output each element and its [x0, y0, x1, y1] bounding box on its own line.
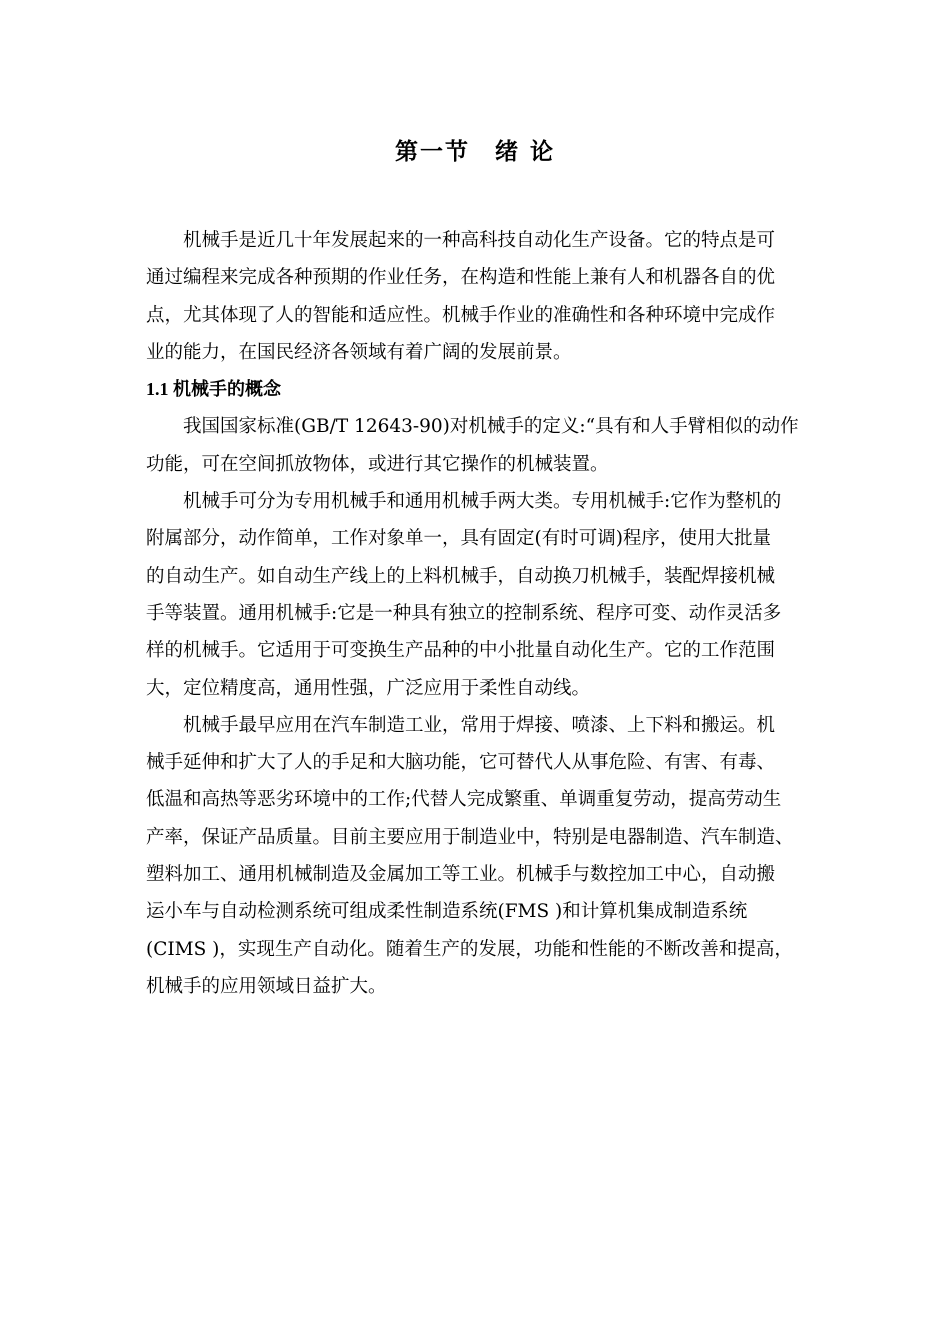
text-line: 手等装置。通用机械手:它是一种具有独立的控制系统、程序可变、动作灵活多: [146, 602, 782, 624]
text-line: 运小车与自动检测系统可组成柔性制造系统(FMS )和计算机集成制造系统: [146, 901, 748, 923]
text-line: 我国国家标准(GB/T 12643-90)对机械手的定义:“具有和人手臂相似的动作: [183, 416, 799, 438]
text-line: 塑料加工、通用机械制造及金属加工等工业。机械手与数控加工中心，自动搬: [146, 864, 776, 886]
text-line: 产率，保证产品质量。目前主要应用于制造业中，特别是电器制造、汽车制造、: [146, 826, 794, 848]
text-line: 机械手最早应用在汽车制造工业，常用于焊接、喷漆、上下料和搬运。机: [183, 714, 776, 736]
text-line: 低温和高热等恶劣环境中的工作;代替人完成繁重、单调重复劳动，提高劳动生: [146, 789, 782, 811]
text-line: 通过编程来完成各种预期的作业任务，在构造和性能上兼有人和机器各自的优: [146, 267, 776, 289]
text-line: 样的机械手。它适用于可变换生产品种的中小批量自动化生产。它的工作范围: [146, 640, 776, 662]
text-line: 的自动生产。如自动生产线上的上料机械手，自动换刀机械手，装配焊接机械: [146, 565, 776, 587]
text-line: 机械手的应用领域日益扩大。: [146, 975, 387, 997]
text-line: (CIMS )，实现生产自动化。随着生产的发展，功能和性能的不断改善和提高，: [146, 938, 793, 960]
text-line: 机械手是近几十年发展起来的一种高科技自动化生产设备。它的特点是可: [183, 230, 776, 251]
text-line: 大，定位精度高，通用性强，广泛应用于柔性自动线。: [146, 677, 591, 699]
text-line: 机械手可分为专用机械手和通用机械手两大类。专用机械手:它作为整机的: [183, 491, 782, 513]
text-line: 附属部分，动作简单，工作对象单一，具有固定(有时可调)程序，使用大批量: [146, 528, 771, 550]
text-line: 点，尤其体现了人的智能和适应性。机械手作业的准确性和各种环境中完成作: [146, 304, 776, 326]
body-text: [146, 222, 814, 1005]
page-title: 第一节 绪 论: [394, 138, 555, 165]
text-line: 业的能力，在国民经济各领域有着广阔的发展前景。: [146, 341, 572, 363]
text-line: 械手延伸和扩大了人的手足和大脑功能，它可替代人从事危险、有害、有毒、: [146, 752, 776, 774]
section-heading: 1.1 机械手的概念: [146, 379, 281, 400]
text-line: 功能，可在空间抓放物体，或进行其它操作的机械装置。: [146, 453, 609, 475]
